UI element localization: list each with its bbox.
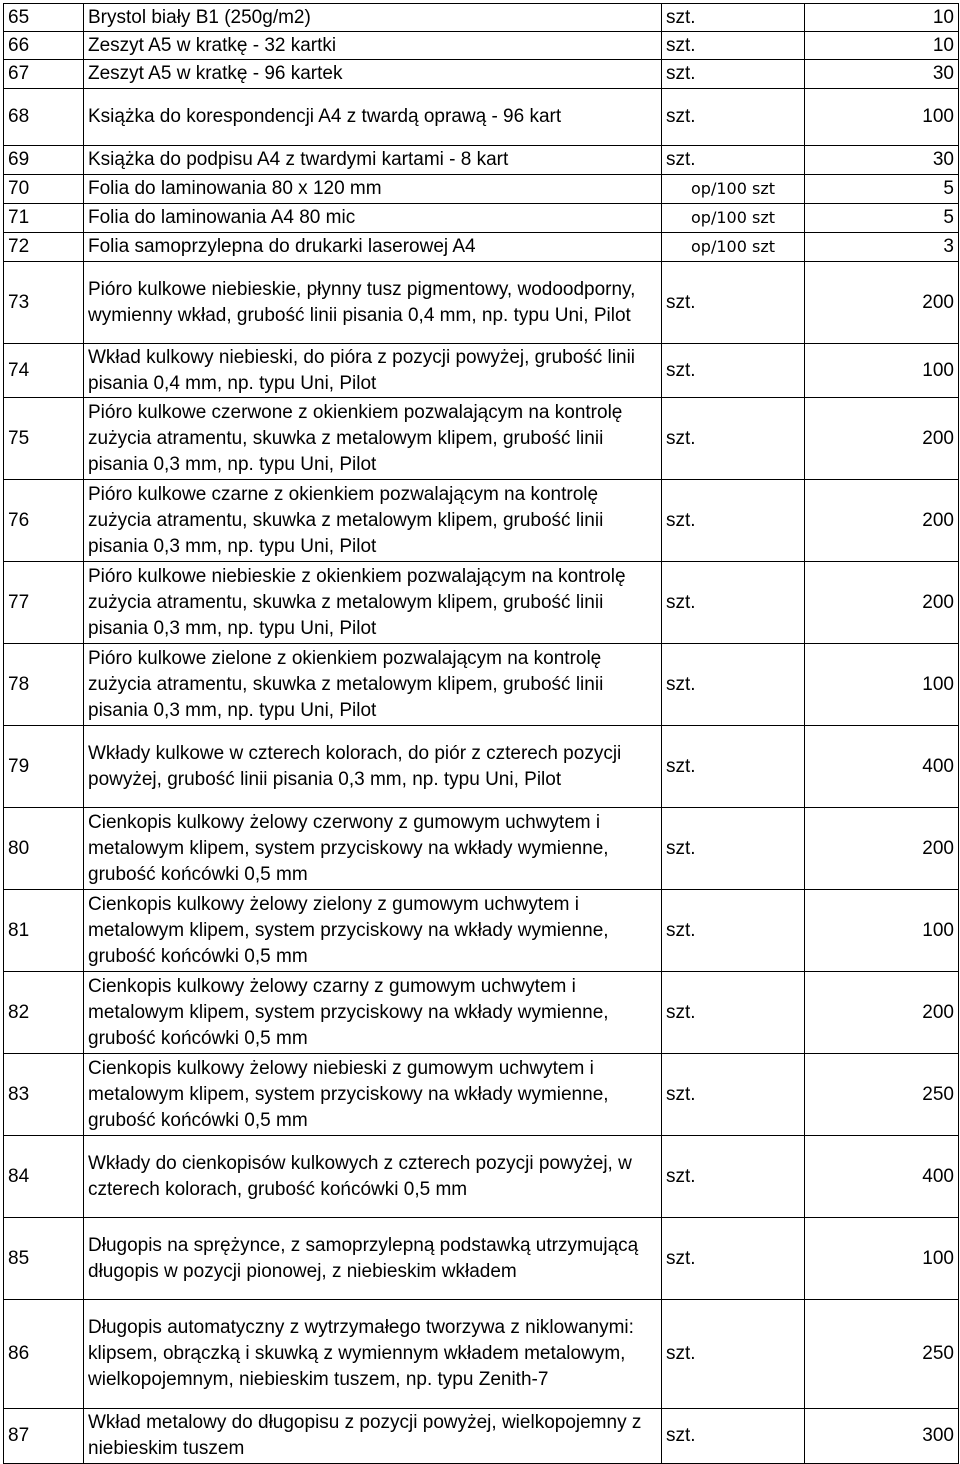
quantity-cell: 100 — [805, 1218, 959, 1300]
quantity-cell: 300 — [805, 1409, 959, 1464]
unit-cell: op/100 szt — [662, 204, 805, 233]
row-number-cell: 76 — [4, 480, 84, 562]
quantity-cell: 400 — [805, 1136, 959, 1218]
row-number-cell: 72 — [4, 233, 84, 262]
unit-cell: szt. — [662, 32, 805, 60]
quantity-cell: 250 — [805, 1054, 959, 1136]
table-row — [4, 175, 959, 204]
unit-cell: szt. — [662, 1136, 805, 1218]
unit-cell: szt. — [662, 808, 805, 890]
table-row — [4, 890, 959, 972]
item-name-cell: Pióro kulkowe czarne z okienkiem pozwalającym na kontrolę zużycia atramentu, skuwka z metalowym klipem, grubość linii pisania 0,3 mm, np. typu Uni, Pilot — [84, 480, 662, 562]
table-row — [4, 562, 959, 644]
quantity-cell: 200 — [805, 398, 959, 480]
unit-cell: szt. — [662, 562, 805, 644]
item-name-cell: Folia do laminowania 80 x 120 mm — [84, 175, 662, 204]
unit-cell: szt. — [662, 146, 805, 175]
row-number-cell: 80 — [4, 808, 84, 890]
unit-cell: szt. — [662, 1054, 805, 1136]
quantity-cell: 400 — [805, 726, 959, 808]
row-number-cell: 84 — [4, 1136, 84, 1218]
quantity-cell: 250 — [805, 1300, 959, 1409]
quantity-cell: 10 — [805, 32, 959, 60]
unit-cell: op/100 szt — [662, 175, 805, 204]
item-name-cell: Zeszyt A5 w kratkę - 96 kartek — [84, 60, 662, 89]
table-row — [4, 89, 959, 146]
quantity-cell: 5 — [805, 175, 959, 204]
table-row — [4, 972, 959, 1054]
unit-cell: szt. — [662, 480, 805, 562]
item-name-cell: Książka do korespondencji A4 z twardą oprawą - 96 kart — [84, 89, 662, 146]
table-row — [4, 344, 959, 398]
item-name-cell: Wkłady do cienkopisów kulkowych z czterech pozycji powyżej, w czterech kolorach, grubość końcówki 0,5 mm — [84, 1136, 662, 1218]
row-number-cell: 83 — [4, 1054, 84, 1136]
table-row — [4, 644, 959, 726]
table-row — [4, 233, 959, 262]
table-row — [4, 480, 959, 562]
quantity-cell: 100 — [805, 644, 959, 726]
row-number-cell: 74 — [4, 344, 84, 398]
table-row — [4, 1218, 959, 1300]
item-name-cell: Wkład kulkowy niebieski, do pióra z pozycji powyżej, grubość linii pisania 0,4 mm, np. typu Uni, Pilot — [84, 344, 662, 398]
item-name-cell: Długopis automatyczny z wytrzymałego tworzywa z niklowanymi: klipsem, obrączką i skuwką z wymiennym wkładem metalowym, wielkopojemnym, niebieskim tuszem, np. typu Zenith-7 — [84, 1300, 662, 1409]
item-name-cell: Cienkopis kulkowy żelowy czarny z gumowym uchwytem i metalowym klipem, system przyciskowy na wkłady wymienne, grubość końcówki 0,5 mm — [84, 972, 662, 1054]
item-name-cell: Cienkopis kulkowy żelowy zielony z gumowym uchwytem i metalowym klipem, system przyciskowy na wkłady wymienne, grubość końcówki 0,5 mm — [84, 890, 662, 972]
row-number-cell: 73 — [4, 262, 84, 344]
item-name-cell: Cienkopis kulkowy żelowy czerwony z gumowym uchwytem i metalowym klipem, system przyciskowy na wkłady wymienne, grubość końcówki 0,5 mm — [84, 808, 662, 890]
unit-cell: szt. — [662, 726, 805, 808]
table-row — [4, 1054, 959, 1136]
row-number-cell: 79 — [4, 726, 84, 808]
item-name-cell: Zeszyt A5 w kratkę - 32 kartki — [84, 32, 662, 60]
row-number-cell: 66 — [4, 32, 84, 60]
row-number-cell: 75 — [4, 398, 84, 480]
quantity-cell: 10 — [805, 4, 959, 32]
row-number-cell: 78 — [4, 644, 84, 726]
row-number-cell: 71 — [4, 204, 84, 233]
quantity-cell: 30 — [805, 60, 959, 89]
row-number-cell: 85 — [4, 1218, 84, 1300]
quantity-cell: 100 — [805, 344, 959, 398]
quantity-cell: 200 — [805, 562, 959, 644]
item-name-cell: Pióro kulkowe niebieskie z okienkiem pozwalającym na kontrolę zużycia atramentu, skuwka z metalowym klipem, grubość linii pisania 0,3 mm, np. typu Uni, Pilot — [84, 562, 662, 644]
item-name-cell: Długopis na sprężynce, z samoprzylepną podstawką utrzymującą długopis w pozycji pionowej, z niebieskim wkładem — [84, 1218, 662, 1300]
table-row — [4, 32, 959, 60]
table-row — [4, 4, 959, 32]
table-row — [4, 1136, 959, 1218]
table-row — [4, 262, 959, 344]
quantity-cell: 200 — [805, 480, 959, 562]
item-name-cell: Pióro kulkowe niebieskie, płynny tusz pigmentowy, wodoodporny, wymienny wkład, grubość linii pisania 0,4 mm, np. typu Uni, Pilot — [84, 262, 662, 344]
unit-cell: szt. — [662, 972, 805, 1054]
items-table — [3, 3, 959, 1464]
item-name-cell: Pióro kulkowe czerwone z okienkiem pozwalającym na kontrolę zużycia atramentu, skuwka z metalowym klipem, grubość linii pisania 0,3 mm, np. typu Uni, Pilot — [84, 398, 662, 480]
quantity-cell: 30 — [805, 146, 959, 175]
row-number-cell: 77 — [4, 562, 84, 644]
unit-cell: szt. — [662, 1300, 805, 1409]
table-row — [4, 204, 959, 233]
item-name-cell: Książka do podpisu A4 z twardymi kartami - 8 kart — [84, 146, 662, 175]
quantity-cell: 100 — [805, 890, 959, 972]
table-row — [4, 1409, 959, 1464]
unit-cell: szt. — [662, 60, 805, 89]
table-row — [4, 808, 959, 890]
unit-cell: szt. — [662, 344, 805, 398]
table-row — [4, 398, 959, 480]
quantity-cell: 200 — [805, 262, 959, 344]
table-row — [4, 60, 959, 89]
table-row — [4, 726, 959, 808]
row-number-cell: 68 — [4, 89, 84, 146]
unit-cell: szt. — [662, 644, 805, 726]
quantity-cell: 5 — [805, 204, 959, 233]
unit-cell: szt. — [662, 4, 805, 32]
row-number-cell: 69 — [4, 146, 84, 175]
row-number-cell: 82 — [4, 972, 84, 1054]
row-number-cell: 87 — [4, 1409, 84, 1464]
row-number-cell: 81 — [4, 890, 84, 972]
quantity-cell: 200 — [805, 808, 959, 890]
unit-cell: szt. — [662, 890, 805, 972]
item-name-cell: Folia do laminowania A4 80 mic — [84, 204, 662, 233]
unit-cell: szt. — [662, 1409, 805, 1464]
row-number-cell: 65 — [4, 4, 84, 32]
table-row — [4, 1300, 959, 1409]
table-row — [4, 146, 959, 175]
unit-cell: szt. — [662, 89, 805, 146]
item-name-cell: Brystol biały B1 (250g/m2) — [84, 4, 662, 32]
item-name-cell: Cienkopis kulkowy żelowy niebieski z gumowym uchwytem i metalowym klipem, system przyciskowy na wkłady wymienne, grubość końcówki 0,5 mm — [84, 1054, 662, 1136]
item-name-cell: Wkład metalowy do długopisu z pozycji powyżej, wielkopojemny z niebieskim tuszem — [84, 1409, 662, 1464]
quantity-cell: 3 — [805, 233, 959, 262]
quantity-cell: 100 — [805, 89, 959, 146]
items-table-body — [4, 4, 959, 1464]
quantity-cell: 200 — [805, 972, 959, 1054]
item-name-cell: Wkłady kulkowe w czterech kolorach, do piór z czterech pozycji powyżej, grubość linii pisania 0,3 mm, np. typu Uni, Pilot — [84, 726, 662, 808]
row-number-cell: 86 — [4, 1300, 84, 1409]
unit-cell: szt. — [662, 1218, 805, 1300]
row-number-cell: 70 — [4, 175, 84, 204]
unit-cell: szt. — [662, 398, 805, 480]
row-number-cell: 67 — [4, 60, 84, 89]
unit-cell: szt. — [662, 262, 805, 344]
unit-cell: op/100 szt — [662, 233, 805, 262]
item-name-cell: Folia samoprzylepna do drukarki laserowej A4 — [84, 233, 662, 262]
item-name-cell: Pióro kulkowe zielone z okienkiem pozwalającym na kontrolę zużycia atramentu, skuwka z metalowym klipem, grubość linii pisania 0,3 mm, np. typu Uni, Pilot — [84, 644, 662, 726]
